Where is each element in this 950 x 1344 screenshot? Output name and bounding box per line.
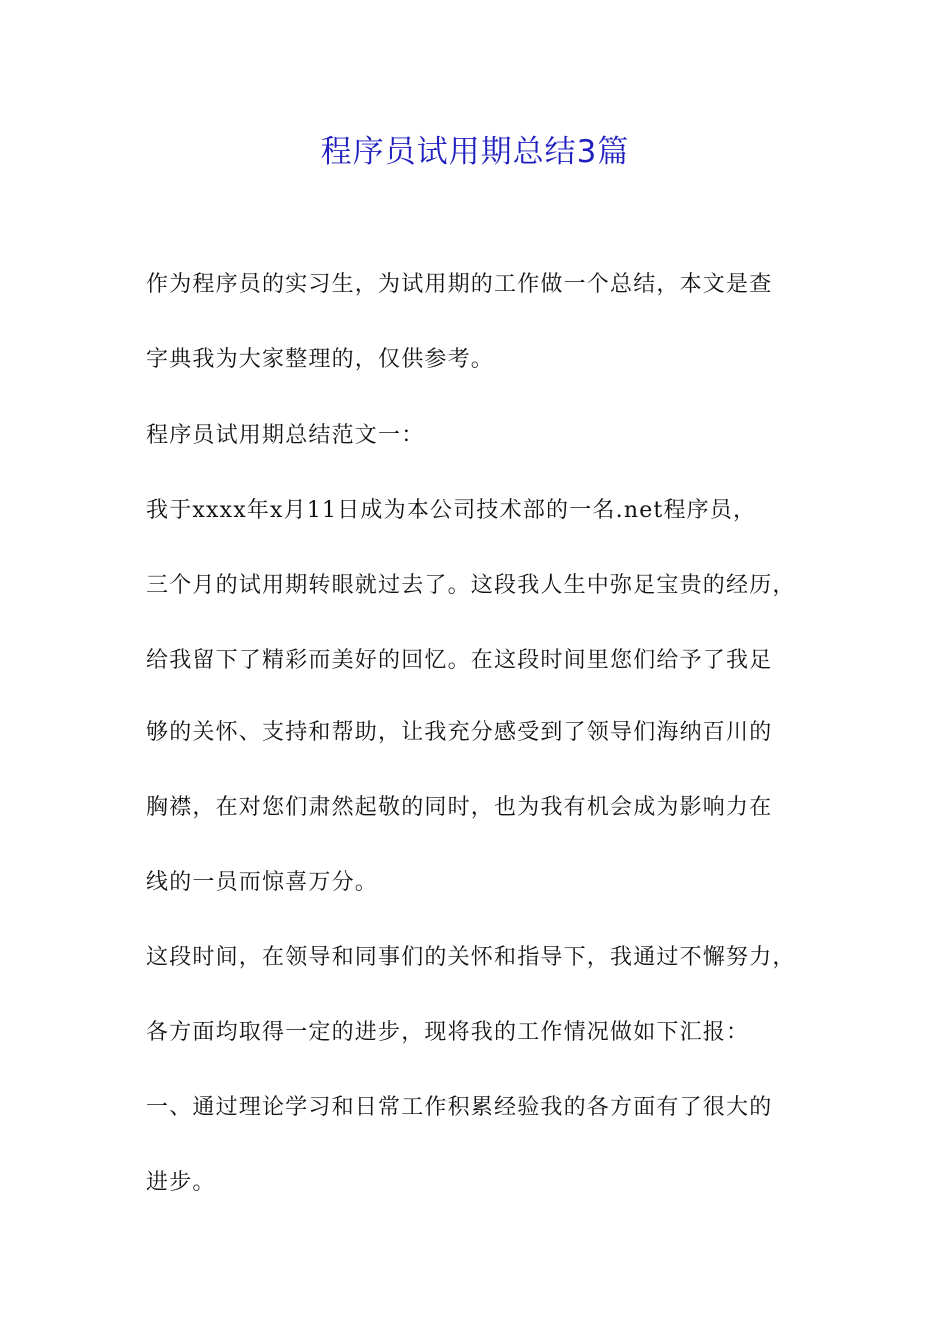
paragraph-line: 胸襟，在对您们肃然起敬的同时，也为我有机会成为影响力在 xyxy=(146,795,773,820)
paragraph-line: 字典我为大家整理的，仅供参考。 xyxy=(146,347,495,372)
paragraph-line: 各方面均取得一定的进步，现将我的工作情况做如下汇报： xyxy=(146,1020,750,1045)
document-title: 程序员试用期总结3篇 xyxy=(320,134,630,170)
paragraph-line: 一、通过理论学习和日常工作积累经验我的各方面有了很大的 xyxy=(146,1095,773,1120)
section-heading: 程序员试用期总结范文一： xyxy=(146,423,425,448)
paragraph-line: 线的一员而惊喜万分。 xyxy=(146,870,379,895)
paragraph-line: 给我留下了精彩而美好的回忆。在这段时间里您们给予了我足 xyxy=(146,648,773,673)
paragraph-line: 三个月的试用期转眼就过去了。这段我人生中弥足宝贵的经历， xyxy=(146,573,796,598)
paragraph-line: 够的关怀、支持和帮助，让我充分感受到了领导们海纳百川的 xyxy=(146,720,773,745)
paragraph-line: 作为程序员的实习生，为试用期的工作做一个总结，本文是查 xyxy=(146,272,773,297)
paragraph-line: 进步。 xyxy=(146,1170,216,1195)
paragraph-line: 我于xxxx年x月11日成为本公司技术部的一名.net程序员， xyxy=(146,498,757,523)
paragraph-line: 这段时间，在领导和同事们的关怀和指导下，我通过不懈努力， xyxy=(146,945,796,970)
